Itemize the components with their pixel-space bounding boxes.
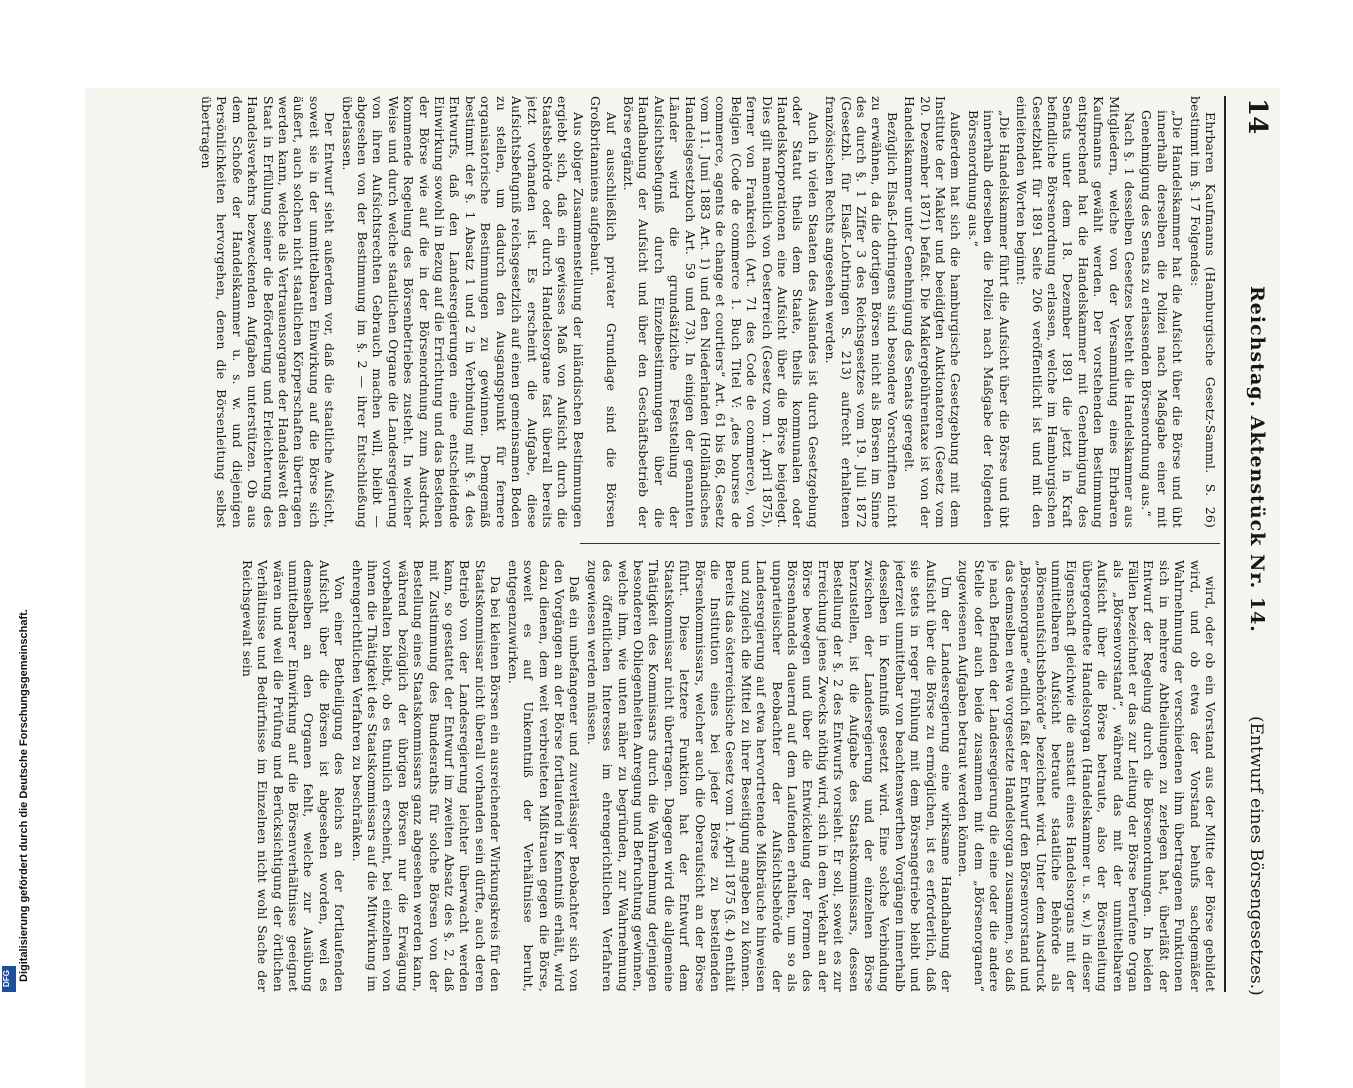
paragraph: Da bei kleinen Börsen ein ausreichender Wirkungskreis für den Staatskommissar nicht überall vorhanden sein dürfte, auch deren Betrieb von der Landesregierung leichter überwacht werden kann, so gestattet der Entwurf im zweiten Absatz des §. 2, daß mit Zustimmung des Bundesraths für solche Börsen von der Bestellung eines Staatskommissars ganz abgesehen werden kann, während bezüglich der übrigen Börsen nur die Erwägung vorbehalten bleibt, ob es thunlich erscheint, bei einzelnen von ihnen die Thätigkeit des Staatskommissars auf die Mitwirkung im ehrengerichtlichen Verfahren zu beschränken.	[349, 560, 504, 992]
paragraph: „Die Handelskammer hat die Aufsicht über die Börse und übt innerhalb derselben die Polizei nach Maßgabe einer mit Genehmigung des Senats zu erlassenden Börsenordnung aus.“	[1139, 110, 1186, 528]
rotated-page-content	[85, 88, 1280, 1000]
paragraph: Von einer Betheiligung des Reichs an der fortlaufenden Aufsicht über die Börsen ist abgesehen worden, weil es demselben an den Organen fehlt, welche zur Ausübung unmittelbarer Einwirkung auf die Börsenverhältnisse geeignet wären und weil die Prüfung und Berücksichtigung der örtlichen Verhältnisse und Bedürfnisse im Einzelnen nicht wohl Sache der Reichsgewalt sein	[239, 560, 348, 992]
column-divider	[580, 543, 1220, 544]
paragraph: Aus obiger Zusammenstellung der inländischen Bestimmungen ergiebt sich, daß ein gewisses Maß von Aufsicht durch die Staatsbehörde oder durch Handelsorgane fast überall bereits jetzt vorhanden ist. Es erscheint die Aufgabe, diese Aufsichtsbefugniß reichsgesetzlich auf einen gemeinsamen Boden zu stellen, um dadurch den Ausgangspunkt für fernere organisatorische Bestimmungen zu gewinnen. Demgemäß bestimmt der §. 1 Absatz 1 und 2 in Verbindung mit §. 4 des Entwurfs, daß den Landesregierungen eine entscheidende Einwirkung sowohl in Bezug auf die Errichtung und das Bestehen der Börse wie auf die in der Börsenordnung zum Ausdruck kommende Regelung des Börsenbetriebes zusteht. In welcher Weise und durch welche staatlichen Organe die Landesregierung von ihren Aufsichtsrechten Gebrauch machen will, bleibt — abgesehen von der Bestimmung im §. 2 — ihrer Entschließung überlassen.	[339, 96, 586, 528]
paragraph: Nach §. 1 desselben Gesetzes besteht die Handelskammer aus Mitgliedern, welche von der Versammlung eines Ehrbaren Kaufmanns gewählt werden. Der vorstehenden Bestimmung entsprechend hat die Handelskammer mit Genehmigung des Senats unter dem 18. Dezember 1891 die jetzt in Kraft befindliche Börsenordnung erlassen, welche im Hamburgischen Gesetzblatt für 1891 Seite 206 veröffentlicht ist und mit den einleitenden Worten beginnt:	[1014, 96, 1137, 528]
header-rule	[1224, 96, 1226, 992]
document-page	[85, 88, 1280, 1088]
paragraph: Auch in vielen Staaten des Auslandes ist durch Gesetzgebung oder Statut theils dem Staate, theils kommunalen oder Handelskorporationen eine Aufsicht über die Börse beigelegt. Dies gilt namentlich von Oesterreich (Gesetz vom 1. April 1875), ferner von Frankreich (Art. 71 des Code de commerce), von Belgien (Code de commerce 1. Buch Titel V: „des bourses de commerce, agents de change et courtiers“ Art. 61 bis 68, Gesetz vom 11. Juni 1883 Art. 1) und den Niederlanden (Holländisches Handelsgesetzbuch Art. 59 und 73). In einigen der genannten Länder wird die grundsätzliche Feststellung der Aufsichtsbefugniß durch Einzelbestimmungen über die Handhabung der Aufsicht und über den Geschäftsbetrieb der Börse ergänzt.	[620, 96, 821, 528]
paragraph: Auf ausschließlich privater Grundlage sind die Börsen Großbritanniens aufgebaut.	[588, 96, 619, 528]
text-column-right	[98, 560, 1218, 992]
dfg-logo	[2, 966, 16, 992]
page-header	[1232, 96, 1272, 996]
running-subtitle: (Entwurf eines Börsengesetzes.)	[1246, 716, 1266, 996]
paragraph: Bezüglich Elsaß-Lothringens sind besondere Vorschriften nicht zu erwähnen, da die dortigen Börsen nicht als Börsen im Sinne des durch §. 1 Ziffer 3 des Reichsgesetzes vom 19. Juli 1872 (Gesetzbl. für Elsaß-Lothringen S. 213) aufrecht erhaltenen französischen Rechts angesehen werden.	[823, 96, 900, 528]
paragraph: Um der Landesregierung eine wirksame Handhabung der Aufsicht über die Börse zu ermöglichen, ist es erforderlich, daß sie stets in reger Fühlung mit dem Börsengetriebe bleibt und jederzeit unmittelbar von beachtenswerthen Vorgängen innerhalb desselben in Kenntniß gesetzt wird. Eine solche Verbindung zwischen der Landesregierung und der einzelnen Börse herzustellen, ist die Aufgabe des Staatskommissars, dessen Bestellung der §. 2 des Entwurfs vorsieht. Er soll, soweit es zur Erreichung jenes Zwecks nöthig wird, sich in dem Verkehr an der Börse bewegen und über die Entwickelung der Formen des Börsenhandels dauernd auf dem Laufenden erhalten, um so als unparteiischer Beobachter der Aufsichtsbehörde der Landesregierung auf etwa hervortretende Mißbräuche hinweisen und zugleich die Mittel zu ihrer Beseitigung angeben zu können. Bereits das österreichische Gesetz vom 1. April 1875 (§. 4) enthält die Institution eines bei jeder Börse zu bestellenden Börsenkommissars, welcher auch die Oberaufsicht an der Börse führt. Diese letztere Funktion hat der Entwurf dem Staatskommissar nicht übertragen. Dagegen wird die allgemeine Thätigkeit des Kommissars durch die Wahrnehmung derjenigen besonderen Obliegenheiten Anregung und Befruchtung gewinnen, welche ihm, wie unten näher zu begründen, zur Wahrnehmung des öffentlichen Interesses im ehrengerichtlichen Verfahren zugewiesen werden müssen.	[584, 560, 955, 992]
digitization-credit	[0, 560, 30, 1000]
paragraph: Der Entwurf sieht außerdem vor, daß die staatliche Aufsicht, soweit sie in der unmittelbaren Einwirkung auf die Börse sich äußert, auch solchen nicht staatlichen Körperschaften übertragen werden kann, welche als Vertrauensorgane der Handelswelt den Staat in Erfüllung seiner die Beförderung und Erleichterung des Handelsverkehrs bezweckenden Aufgaben unterstützen. Ob aus dem Schoße der Handelskammer u. s. w. und diejenigen Persönlichkeiten hervorgehen, denen die Börsenleitung selbst übertragen	[199, 96, 338, 528]
text-column-left	[98, 96, 1218, 528]
paragraph: wird, oder ob ein Vorstand aus der Mitte der Börse gebildet wird, und ob etwa der Vorstand behufs sachgemäßer Wahrnehmung der verschiedenen ihm übertragenen Funktionen sich in mehrere Abtheilungen zu zerlegen hat, überläßt der Entwurf der Regelung durch die Börsenordnungen. In beiden Fällen bezeichnet er das zur Leitung der Börse berufene Organ als „Börsenvorstand“, während das mit der unmittelbaren Aufsicht über die Börse betraute, also der Börsenleitung übergeordnete Handelsorgan (Handelskammer u. s. w.) in dieser Eigenschaft gleichwie die anstatt eines Handelsorgans mit der unmittelbaren Aufsicht betraute staatliche Behörde als „Börsenaufsichtsbehörde“ bezeichnet wird. Unter dem Ausdruck „Börsenorgane“ endlich faßt der Entwurf den Börsenvorstand und das demselben etwa vorgesetzte Handelsorgan zusammen, so daß je nach Befinden der Landesregierung die eine oder die andere Stelle oder auch beide zusammen mit dem „Börsenorganen“ zugewiesenen Aufgaben betraut werden können.	[956, 560, 1218, 992]
page-number: 14	[1242, 98, 1272, 135]
running-head: Reichstag. Aktenstück Nr. 14.	[1246, 286, 1268, 633]
paragraph: Daß ein unbefangener und zuverlässiger Beobachter sich von den Vorgängen an der Börse fortlaufend in Kenntniß erhält, wird dazu dienen, dem weit verbreiteten Mißtrauen gegen die Börse, soweit es auf Unkenntniß der Verhältnisse beruht, entgegenzuwirken.	[505, 560, 583, 992]
paragraph: Außerdem hat sich die hamburgische Gesetzgebung mit dem Institute der Makler und beeidigten Auktionatoren (Gesetz vom 20. Dezember 1871) befaßt. Die Maklergebührentaxe ist von der Handelskammer unter Genehmigung des Senats geregelt.	[902, 96, 964, 528]
dfg-logo-text: DFG	[1, 970, 11, 987]
paragraph: „Die Handelskammer führt die Aufsicht über die Börse und übt innerhalb derselben die Polizei nach Maßgabe der folgenden Börsenordnung aus.“	[965, 110, 1012, 528]
credit-text: Digitalisierung gefördert durch die Deutsche Forschungsgemeinschaft.	[18, 609, 30, 982]
paragraph: Ehrbaren Kaufmanns (Hamburgische Gesetz-Samml. S. 26) bestimmt im §. 17 Folgendes:	[1187, 96, 1218, 528]
